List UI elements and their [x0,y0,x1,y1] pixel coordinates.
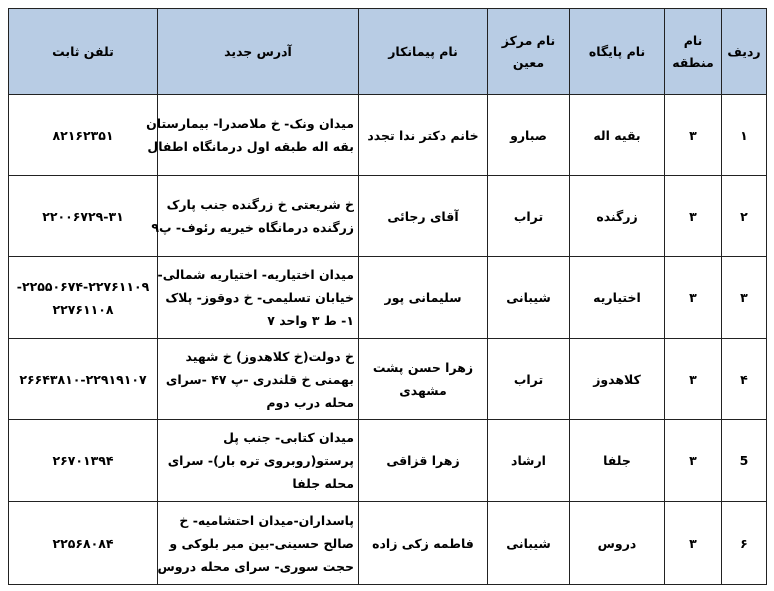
address-line: خ شریعتی خ زرگنده جنب پارک [166,197,354,212]
cell-contractor: سلیمانی پور [359,257,488,339]
cell-contractor: زهرا حسن پشت مشهدی [359,339,488,420]
cell-region: ۳ [665,339,722,420]
phone-line: ۲۲۵۵۰۶۷۴-۲۲۷۶۱۱۰۹- [16,278,150,294]
header-row-number: ردیف [722,9,767,95]
address-line: محله درب دوم [266,394,354,410]
cell-phone [9,95,158,176]
address-line: بهمنی خ قلندری -پ ۴۷ -سرای [165,371,354,387]
phone-line: ۲۲۷۶۱۱۰۸ [52,301,114,317]
cell-row-number: ۲ [722,176,767,257]
cell-base: دروس [570,502,665,585]
cell-center: ارشاد [488,420,570,502]
cell-region: ۳ [665,257,722,339]
phone-line: ۲۲۵۶۸۰۸۴ [52,535,114,551]
header-base: نام پایگاه [570,9,665,95]
phone-line: ۲۶۶۴۳۸۱۰-۲۲۹۱۹۱۰۷ [19,371,147,387]
header-contractor: نام پیمانکار [359,9,488,95]
cell-center: شیبانی [488,502,570,585]
cell-center: تراب [488,339,570,420]
phone-line: ۲۶۷۰۱۳۹۴ [52,453,114,468]
cell-row-number: ۴ [722,339,767,420]
address-line: پرستو(روبروی تره بار)- سرای [167,453,354,468]
cell-region: ۳ [665,95,722,176]
cell-phone [9,339,158,420]
table-row [9,502,767,585]
cell-phone [9,502,158,585]
cell-address [158,339,359,420]
cell-contractor: زهرا قزاقی [359,420,488,502]
cell-phone [9,420,158,502]
cell-base: بقیه اله [570,95,665,176]
header-address: آدرس جدید [158,9,359,95]
cell-address [151,176,359,257]
cell-row-number: ۶ [722,502,767,585]
cell-row-number: ۳ [722,257,767,339]
header-row [9,9,767,95]
address-line: زرگنده درمانگاه خیریه رئوف- پ۹ [151,220,354,235]
cell-phone [9,257,158,339]
cell-address [146,95,359,176]
cell-base: کلاهدوز [570,339,665,420]
address-line: میدان کتابی- جنب پل [223,430,354,445]
address-line: حجت سوری- سرای محله دروس [157,558,354,574]
cell-base: اختیاریه [570,257,665,339]
address-line: صالح حسینی-بین میر بلوکی و [169,535,354,551]
cell-row-number: ۱ [722,95,767,176]
cell-address [158,502,359,585]
table-row [9,420,767,502]
cell-region: ۳ [665,176,722,257]
address-line: میدان ونک- خ ملاصدرا- بیمارستان [146,116,354,131]
cell-phone [9,176,158,257]
cell-address [158,420,359,502]
address-line: بقه اله طبقه اول درمانگاه اطفال [147,139,354,154]
header-region: نام منطقه [665,9,722,95]
cell-contractor: فاطمه زکی زاده [359,502,488,585]
address-line: میدان اختیاریه- اختیاریه شمالی- [157,267,354,282]
address-line: خ دولت(خ کلاهدوز) خ شهید [185,348,354,364]
cell-contractor: خانم دکتر ندا تجدد [359,95,488,176]
cell-region: ۳ [665,502,722,585]
header-center: نام مرکز معین [488,9,570,95]
cell-address [158,257,359,339]
cell-base: جلفا [570,420,665,502]
address-line: ۱- ط ۳ واحد ۷ [267,313,354,328]
header-phone: تلفن ثابت [9,9,158,95]
address-line: پاسداران-میدان احتشامیه- خ [179,512,354,528]
phone-line: ۸۲۱۶۲۳۵۱ [52,127,114,143]
table-row [9,176,767,257]
contact-table [8,8,767,585]
cell-center: صبارو [488,95,570,176]
table-row [9,339,767,420]
table-row [9,95,767,176]
table-row [9,257,767,339]
contact-table-container [8,8,766,585]
phone-line: ۲۲۰۰۶۷۲۹-۳۱ [42,208,124,224]
cell-base: زرگنده [570,176,665,257]
cell-center: شیبانی [488,257,570,339]
cell-row-number: 5 [722,420,767,502]
cell-center: تراب [488,176,570,257]
cell-contractor: آقای رجائی [359,176,488,257]
address-line: محله جلفا [292,476,354,491]
cell-region: ۳ [665,420,722,502]
address-line: خیابان تسلیمی- خ دوقوز- پلاک [165,290,354,305]
